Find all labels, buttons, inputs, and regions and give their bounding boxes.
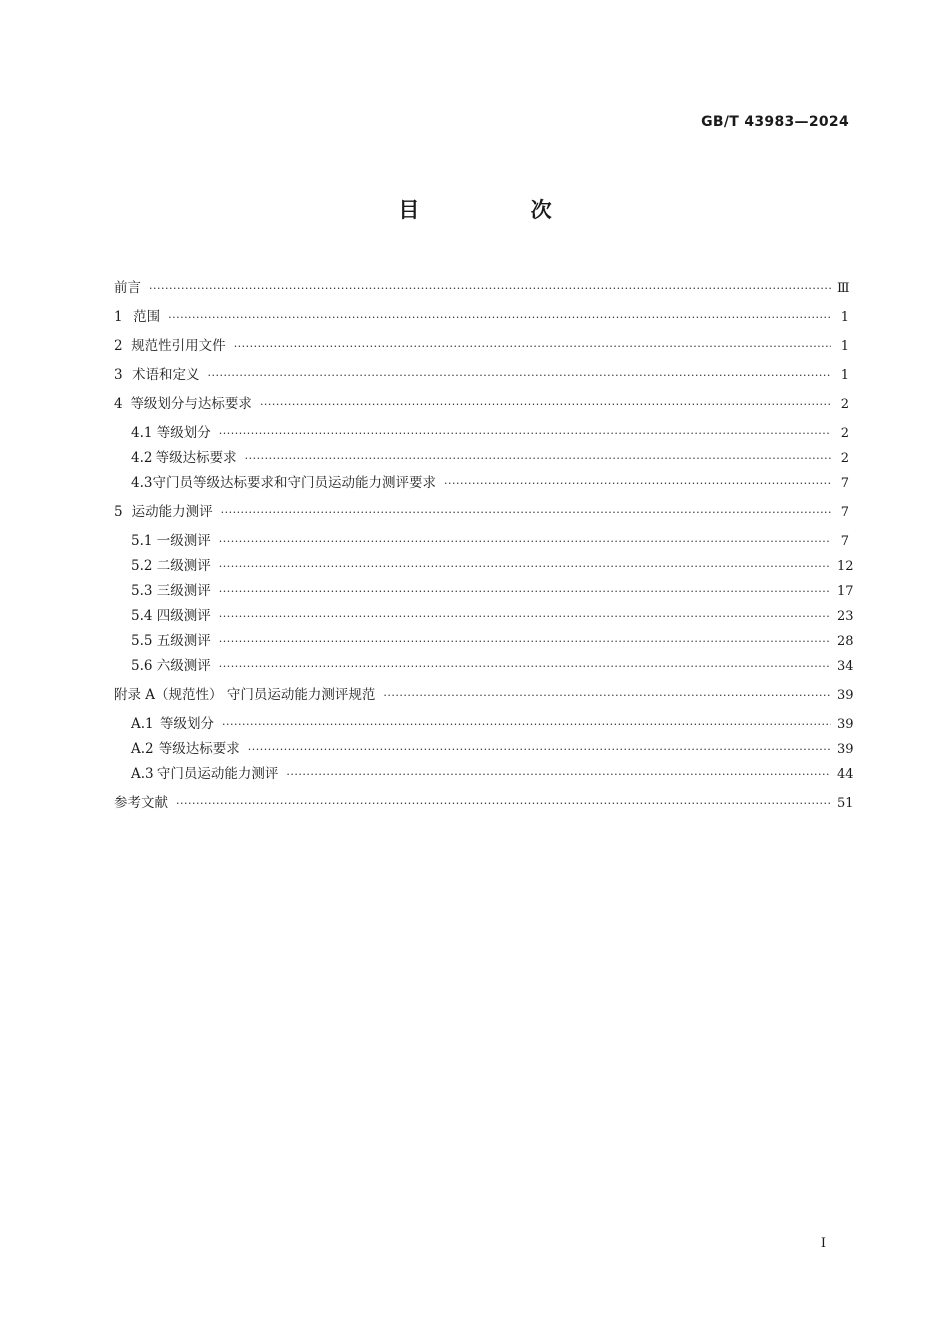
toc-entry-label: 等级划分与达标要求 (130, 396, 252, 412)
toc-leader-dots (222, 712, 831, 737)
toc-leader-dots (219, 604, 831, 629)
toc-leader-dots (219, 579, 831, 604)
toc-entry-5-4[interactable] (114, 604, 854, 629)
toc-entry-label: 等级达标要求 (155, 450, 237, 466)
toc-entry-label: 附录 A（规范性） 守门员运动能力测评规范 (114, 687, 376, 703)
toc-entry-label: 四级测评 (156, 608, 211, 624)
toc-leader-dots (219, 554, 831, 579)
toc-entry-page: 39 (837, 717, 854, 732)
toc-entry-number: A.1 (131, 716, 154, 732)
toc-entry-a-1[interactable] (114, 712, 854, 737)
toc-entry-label: 二级测评 (156, 558, 211, 574)
toc-entry-page: 39 (837, 688, 854, 703)
toc-leader-dots (207, 363, 831, 388)
toc-entry-4[interactable] (114, 392, 849, 417)
toc-entry-5-3[interactable] (114, 579, 854, 604)
toc-entry-label: 守门员运动能力测评 (156, 766, 279, 782)
toc-entry-page: 2 (840, 426, 849, 441)
toc-leader-dots (248, 737, 831, 762)
toc-leader-dots (219, 629, 831, 654)
toc-entry-label: 前言 (114, 280, 141, 296)
toc-leader-dots (286, 762, 831, 787)
toc-entry-page: 1 (840, 310, 849, 325)
toc-entry-number: 5.1 (131, 533, 153, 549)
toc-leader-dots (444, 471, 831, 496)
toc-leader-dots (260, 392, 831, 417)
toc-entry-label: 术语和定义 (131, 367, 200, 383)
toc-entry-5-5[interactable] (114, 629, 854, 654)
page-title: 目 次 (398, 198, 604, 222)
toc-entry-4-3[interactable] (114, 471, 849, 496)
toc-entry-number: 5.2 (131, 558, 153, 574)
standard-number: GB/T 43983—2024 (701, 114, 849, 130)
footer-page-number: I (820, 1236, 826, 1251)
toc-entry-page: 1 (840, 339, 849, 354)
toc-entry-page: 7 (840, 534, 849, 549)
toc-entry-label: 参考文献 (114, 795, 168, 811)
toc-entry-5[interactable] (114, 500, 849, 525)
toc-entry-number: 5 (114, 504, 123, 520)
toc-leader-dots (383, 683, 831, 708)
toc-entry-number: 2 (114, 338, 123, 354)
toc-entry-page: 1 (840, 368, 849, 383)
toc-entry-label: 范围 (133, 309, 161, 325)
toc-entry-page: 12 (837, 559, 854, 574)
toc-leader-dots (219, 529, 831, 554)
toc-entry-number: 4.3 (131, 475, 153, 491)
toc-entry-a-3[interactable] (114, 762, 854, 787)
toc-entry-label: 运动能力测评 (131, 504, 213, 520)
toc-leader-dots (168, 305, 831, 330)
toc-entry-a-2[interactable] (114, 737, 854, 762)
toc-entry-label: 三级测评 (156, 583, 211, 599)
toc-entry-appendix-a[interactable] (114, 683, 854, 708)
toc-entry-1[interactable] (114, 305, 849, 330)
toc-entry-bibliography[interactable] (114, 791, 854, 816)
toc-entry-page: 44 (837, 767, 854, 782)
toc-entry-label: 等级划分 (160, 716, 214, 732)
toc-entry-page: Ⅲ (837, 281, 850, 296)
toc-leader-dots (149, 276, 831, 301)
toc-entry-number: 5.4 (131, 608, 153, 624)
toc-entry-page: 7 (840, 476, 849, 491)
toc-entry-label: 规范性引用文件 (131, 338, 226, 354)
toc-entry-page: 51 (837, 796, 854, 811)
toc-entry-page: 23 (837, 609, 854, 624)
toc-entry-5-1[interactable] (114, 529, 849, 554)
toc-entry-label: 守门员等级达标要求和守门员运动能力测评要求 (152, 475, 436, 491)
toc-entry-label: 六级测评 (156, 658, 211, 674)
toc-entry-5-2[interactable] (114, 554, 854, 579)
toc-entry-number: A.2 (131, 741, 154, 757)
toc-entry-label: 等级划分 (156, 425, 211, 441)
toc-entry-page: 2 (840, 451, 849, 466)
toc-entry-4-2[interactable] (114, 446, 849, 471)
toc-entry-number: 3 (114, 367, 123, 383)
toc-leader-dots (176, 791, 831, 816)
toc-entry-number: A.3 (131, 766, 154, 782)
toc-entry-2[interactable] (114, 334, 849, 359)
toc-entry-4-1[interactable] (114, 421, 849, 446)
toc-entry-number: 5.3 (131, 583, 153, 599)
toc-entry-page: 17 (837, 584, 854, 599)
toc-leader-dots (219, 654, 831, 679)
toc-leader-dots (221, 500, 831, 525)
toc-entry-number: 4.2 (131, 450, 153, 466)
toc-entry-number: 4.1 (131, 425, 153, 441)
toc-entry-number: 4 (114, 396, 123, 412)
toc-entry-label: 五级测评 (156, 633, 211, 649)
table-of-contents (114, 272, 854, 816)
toc-entry-number: 5.5 (131, 633, 153, 649)
toc-entry-page: 2 (840, 397, 849, 412)
toc-entry-page: 28 (837, 634, 854, 649)
toc-entry-label: 等级达标要求 (158, 741, 240, 757)
toc-entry-5-6[interactable] (114, 654, 854, 679)
toc-entry-page: 39 (837, 742, 854, 757)
toc-entry-page: 7 (840, 505, 849, 520)
toc-entry-page: 34 (837, 659, 854, 674)
toc-leader-dots (245, 446, 831, 471)
toc-entry-label: 一级测评 (156, 533, 211, 549)
toc-entry-preface[interactable] (114, 276, 849, 301)
toc-entry-number: 5.6 (131, 658, 153, 674)
toc-entry-3[interactable] (114, 363, 849, 388)
toc-entry-number: 1 (114, 309, 123, 325)
toc-leader-dots (234, 334, 831, 359)
toc-leader-dots (219, 421, 831, 446)
